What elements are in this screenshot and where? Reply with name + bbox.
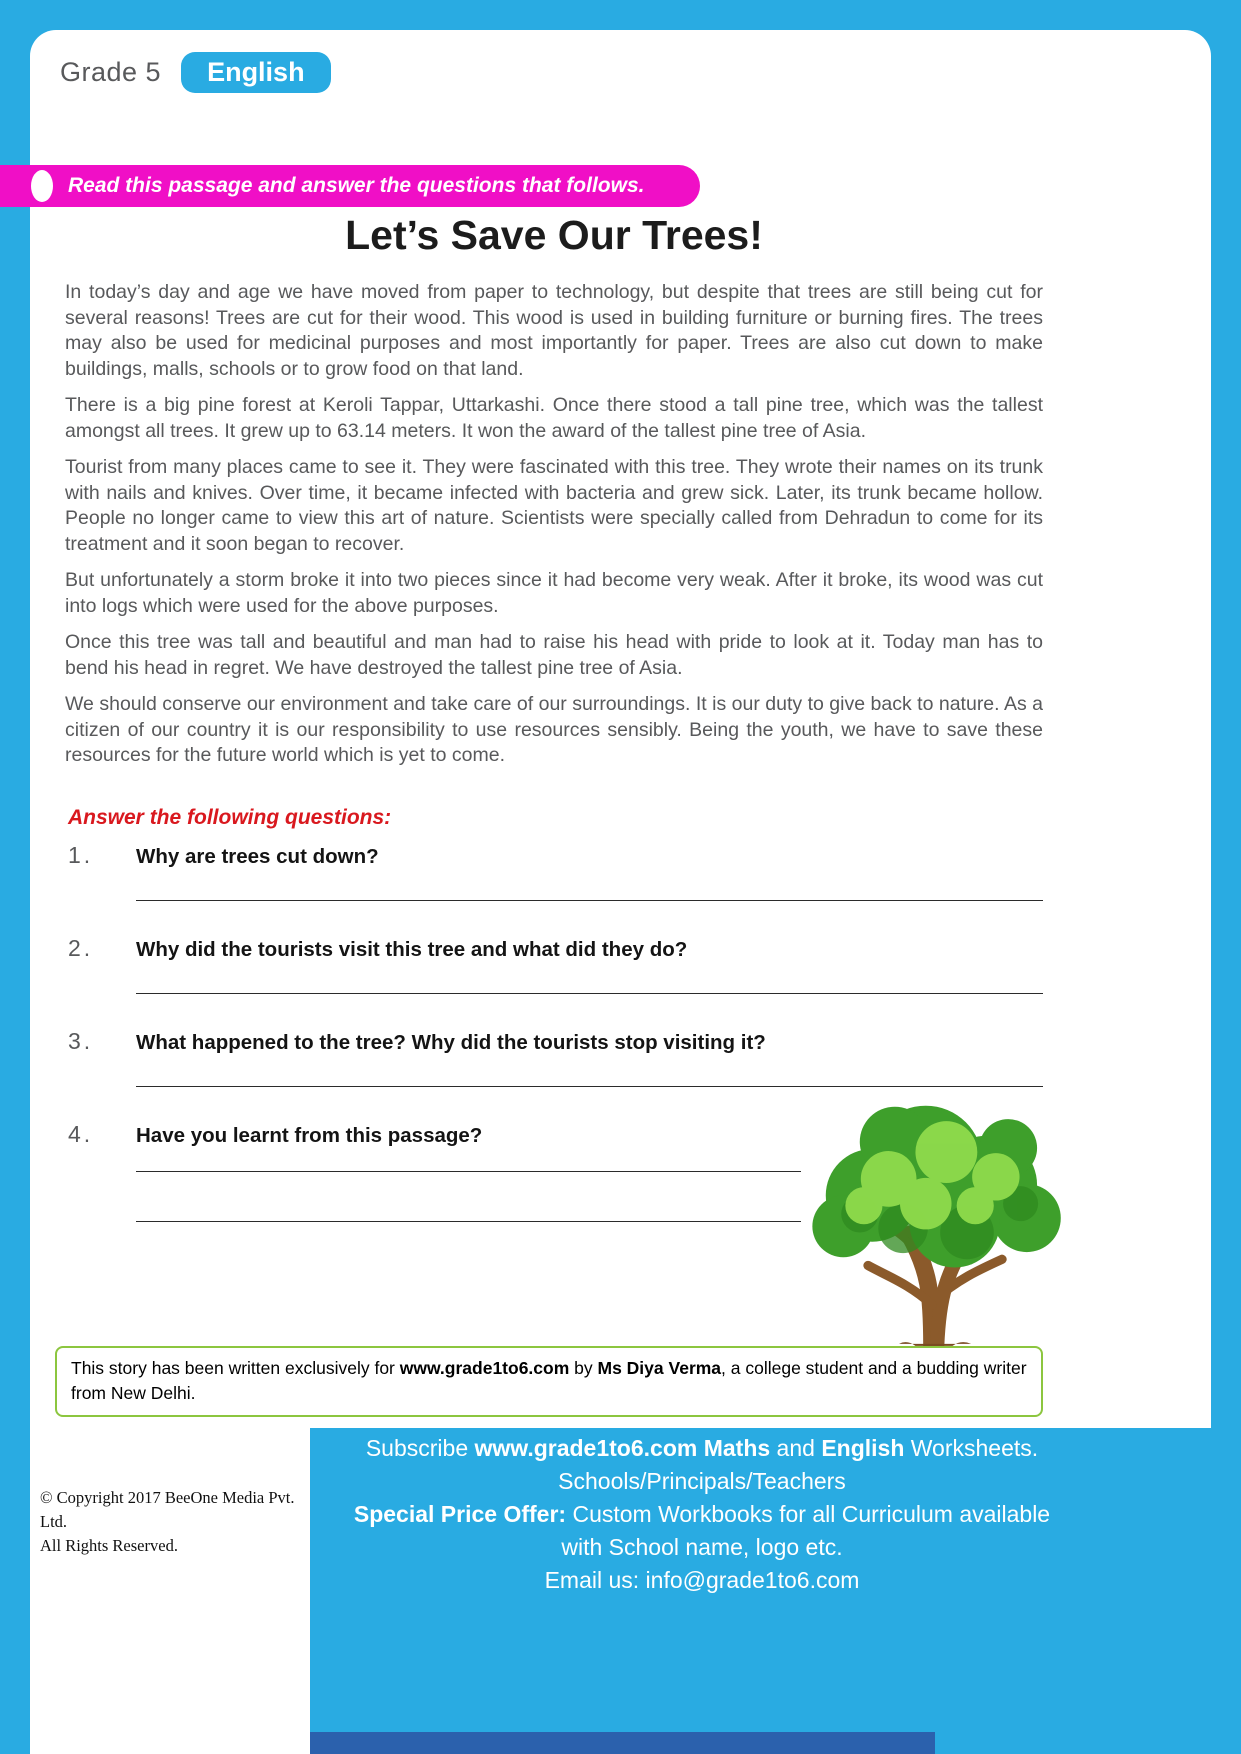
copyright-text: [40, 1486, 310, 1558]
passage-title: Let’s Save Our Trees!: [345, 212, 763, 258]
note-text-prefix: This story has been written exclusively for: [71, 1358, 400, 1378]
subject-badge: English: [181, 52, 331, 93]
footer-line-audience: Schools/Principals/Teachers: [558, 1468, 846, 1494]
footer-line-offer: [312, 1498, 1092, 1531]
instruction-text: Read this passage and answer the questions that follows.: [68, 174, 645, 197]
footer-offer-text: Custom Workbooks for all Curriculum available: [566, 1501, 1051, 1527]
copyright-line-2: All Rights Reserved.: [40, 1535, 178, 1555]
footer-dark-strip: [310, 1732, 935, 1754]
footer-subscribe-mid: and: [770, 1435, 822, 1461]
note-site: www.grade1to6.com: [399, 1358, 570, 1378]
tree-illustration: [798, 1082, 1070, 1350]
footer-site-maths: www.grade1to6.com Maths: [474, 1435, 771, 1461]
answer-line: [136, 900, 1043, 901]
question-number: 3.: [68, 1028, 94, 1054]
footer-offer-label: Special Price Offer:: [353, 1501, 567, 1527]
passage-paragraph: Once this tree was tall and beautiful and man had to raise his head with pride to look at it. Today man has to bend his head in regret. We have destroyed the tallest pine tree of Asia.: [65, 631, 1043, 679]
question-text: Have you learnt from this passage?: [136, 1124, 483, 1147]
question-block-2: [68, 935, 1043, 1027]
question-block-1: [68, 842, 1043, 934]
question-number: 2.: [68, 935, 94, 961]
footer-subscribe-suffix: Worksheets.: [904, 1435, 1039, 1461]
passage-paragraph: Tourist from many places came to see it. They were fascinated with this tree. They wrote their names on its trunk with nails and knives. Over time, it became infected with bacteria and grew sick. Later, its trunk became hollow. People no longer came to view this art of nature. Scientists were specially called from Dehradun to come for its treatment and it soon began to recover.: [65, 456, 1043, 555]
question-text: Why did the tourists visit this tree and what did they do?: [136, 938, 688, 961]
question-text: Why are trees cut down?: [136, 845, 379, 868]
question-text: What happened to the tree? Why did the tourists stop visiting it?: [136, 1031, 766, 1054]
footer-line-school: with School name, logo etc.: [561, 1534, 843, 1560]
attribution-note: [55, 1346, 1043, 1417]
footer-english: English: [821, 1435, 905, 1461]
questions-heading: Answer the following questions:: [68, 806, 392, 829]
banner-oval-decoration: [31, 170, 53, 202]
answer-line: [136, 993, 1043, 994]
instruction-banner: [0, 165, 700, 207]
passage-paragraph: But unfortunately a storm broke it into two pieces since it had become very weak. After it broke, its wood was cut into logs which were used for the above purposes.: [65, 569, 1043, 617]
question-number: 1.: [68, 842, 94, 868]
footer: [312, 1432, 1092, 1597]
answer-line: [136, 1221, 801, 1222]
note-text-mid: by: [569, 1358, 598, 1378]
note-text-suffix: , a college student and a budding writer from New Delhi.: [71, 1358, 1027, 1404]
footer-subscribe-prefix: Subscribe: [365, 1435, 475, 1461]
copyright-box: [30, 1428, 310, 1754]
footer-line-subscribe: [312, 1432, 1092, 1465]
passage-paragraph: In today’s day and age we have moved from paper to technology, but despite that trees are still being cut for several reasons! Trees are cut for their wood. This wood is used in building furniture or burning fires. The trees may also be used for medicinal purposes and most importantly for paper. Trees are also cut down to make buildings, malls, schools or to grow food on that land.: [65, 281, 1043, 380]
copyright-line-1: © Copyright 2017 BeeOne Media Pvt. Ltd.: [40, 1488, 295, 1531]
question-number: 4.: [68, 1121, 94, 1147]
grade-pill: [36, 46, 336, 98]
answer-line: [136, 1171, 801, 1172]
grade-label: Grade 5: [60, 56, 162, 87]
footer-line-email: Email us: info@grade1to6.com: [544, 1567, 860, 1593]
passage-body: [65, 280, 1043, 780]
note-author: Ms Diya Verma: [597, 1358, 722, 1378]
passage-paragraph: There is a big pine forest at Keroli Tappar, Uttarkashi. Once there stood a tall pine tree, which was the tallest amongst all trees. It grew up to 63.14 meters. It won the award of the tallest pine tree of Asia.: [65, 394, 1043, 442]
passage-paragraph: We should conserve our environment and take care of our surroundings. It is our duty to give back to nature. As a citizen of our country it is our responsibility to use resources sensibly. Being the youth, we have to save these resources for the future world which is yet to come.: [65, 693, 1043, 766]
